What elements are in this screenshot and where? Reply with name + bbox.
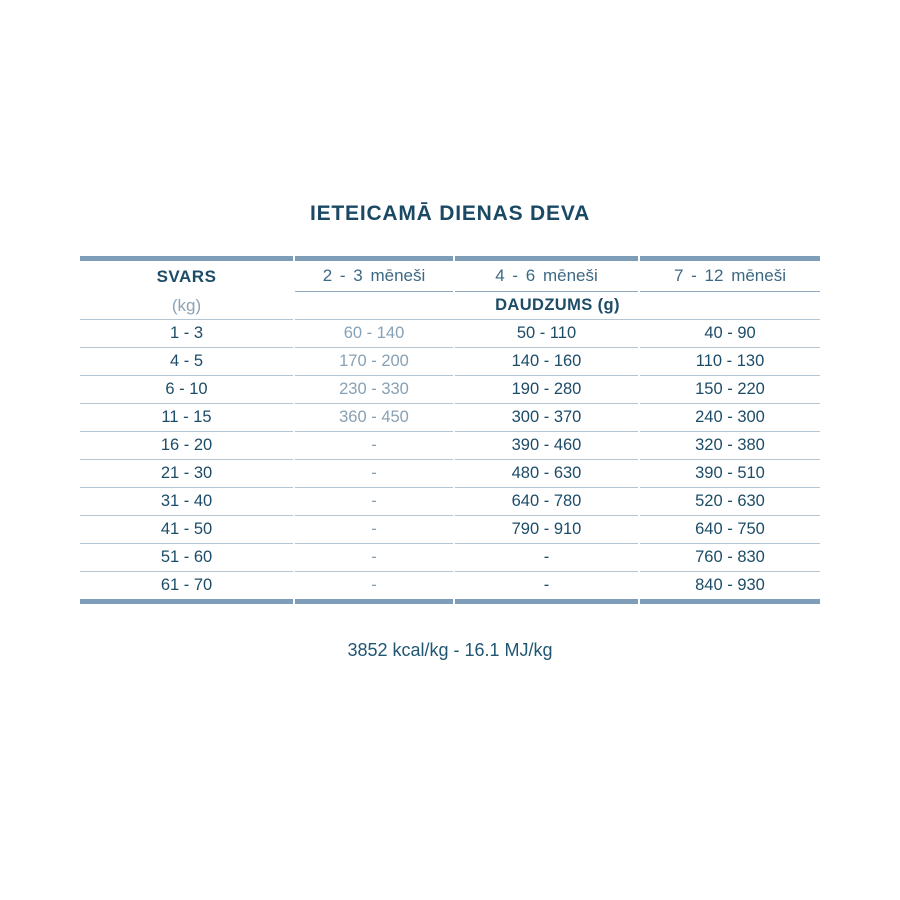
page-title: IETEICAMĀ DIENAS DEVA — [309, 202, 591, 225]
table-row — [80, 432, 820, 460]
table-row — [80, 544, 820, 572]
cell-months-2-3: 170 - 200 — [295, 348, 453, 376]
cell-months-7-12: 240 - 300 — [640, 404, 820, 432]
cell-months-2-3: - — [295, 572, 453, 604]
cell-months-4-6: - — [455, 544, 638, 572]
cell-months-4-6: 300 - 370 — [455, 404, 638, 432]
amount-header: DAUDZUMS (g) — [295, 292, 820, 320]
cell-weight: 4 - 5 — [80, 348, 293, 376]
cell-weight: 31 - 40 — [80, 488, 293, 516]
cell-months-2-3: - — [295, 432, 453, 460]
cell-months-7-12: 40 - 90 — [640, 320, 820, 348]
cell-months-2-3: - — [295, 516, 453, 544]
cell-months-4-6: 140 - 160 — [455, 348, 638, 376]
cell-months-4-6: 480 - 630 — [455, 460, 638, 488]
cell-weight: 61 - 70 — [80, 572, 293, 604]
table-row — [80, 488, 820, 516]
cell-months-2-3: - — [295, 460, 453, 488]
age-column-header-7-12: 7 - 12 mēneši — [640, 256, 820, 292]
cell-months-7-12: 390 - 510 — [640, 460, 820, 488]
cell-weight: 41 - 50 — [80, 516, 293, 544]
cell-months-4-6: 190 - 280 — [455, 376, 638, 404]
weight-column-header: SVARS — [80, 256, 293, 292]
cell-weight: 11 - 15 — [80, 404, 293, 432]
table-body — [80, 320, 820, 604]
table-row — [80, 320, 820, 348]
header-row-units — [80, 292, 820, 320]
feeding-table — [78, 256, 822, 604]
age-column-header-4-6: 4 - 6 mēneši — [455, 256, 638, 292]
weight-unit-label: (kg) — [80, 292, 293, 320]
cell-months-2-3: 60 - 140 — [295, 320, 453, 348]
cell-weight: 21 - 30 — [80, 460, 293, 488]
cell-months-4-6: 50 - 110 — [455, 320, 638, 348]
cell-months-2-3: - — [295, 544, 453, 572]
cell-months-2-3: 230 - 330 — [295, 376, 453, 404]
table-row — [80, 460, 820, 488]
cell-months-7-12: 840 - 930 — [640, 572, 820, 604]
cell-months-4-6: - — [455, 572, 638, 604]
cell-months-7-12: 760 - 830 — [640, 544, 820, 572]
cell-months-7-12: 110 - 130 — [640, 348, 820, 376]
cell-weight: 16 - 20 — [80, 432, 293, 460]
table-header — [80, 256, 820, 320]
cell-months-4-6: 390 - 460 — [455, 432, 638, 460]
table-row — [80, 376, 820, 404]
cell-weight: 51 - 60 — [80, 544, 293, 572]
cell-months-4-6: 790 - 910 — [455, 516, 638, 544]
energy-content-note: 3852 kcal/kg - 16.1 MJ/kg — [347, 640, 553, 660]
age-column-header-2-3: 2 - 3 mēneši — [295, 256, 453, 292]
table-row — [80, 348, 820, 376]
cell-weight: 1 - 3 — [80, 320, 293, 348]
cell-months-7-12: 150 - 220 — [640, 376, 820, 404]
header-row-ages — [80, 256, 820, 292]
table-row — [80, 404, 820, 432]
table-row — [80, 516, 820, 544]
cell-months-7-12: 640 - 750 — [640, 516, 820, 544]
cell-months-4-6: 640 - 780 — [455, 488, 638, 516]
cell-months-2-3: - — [295, 488, 453, 516]
cell-months-7-12: 520 - 630 — [640, 488, 820, 516]
cell-months-2-3: 360 - 450 — [295, 404, 453, 432]
cell-months-7-12: 320 - 380 — [640, 432, 820, 460]
cell-weight: 6 - 10 — [80, 376, 293, 404]
table-row — [80, 572, 820, 604]
